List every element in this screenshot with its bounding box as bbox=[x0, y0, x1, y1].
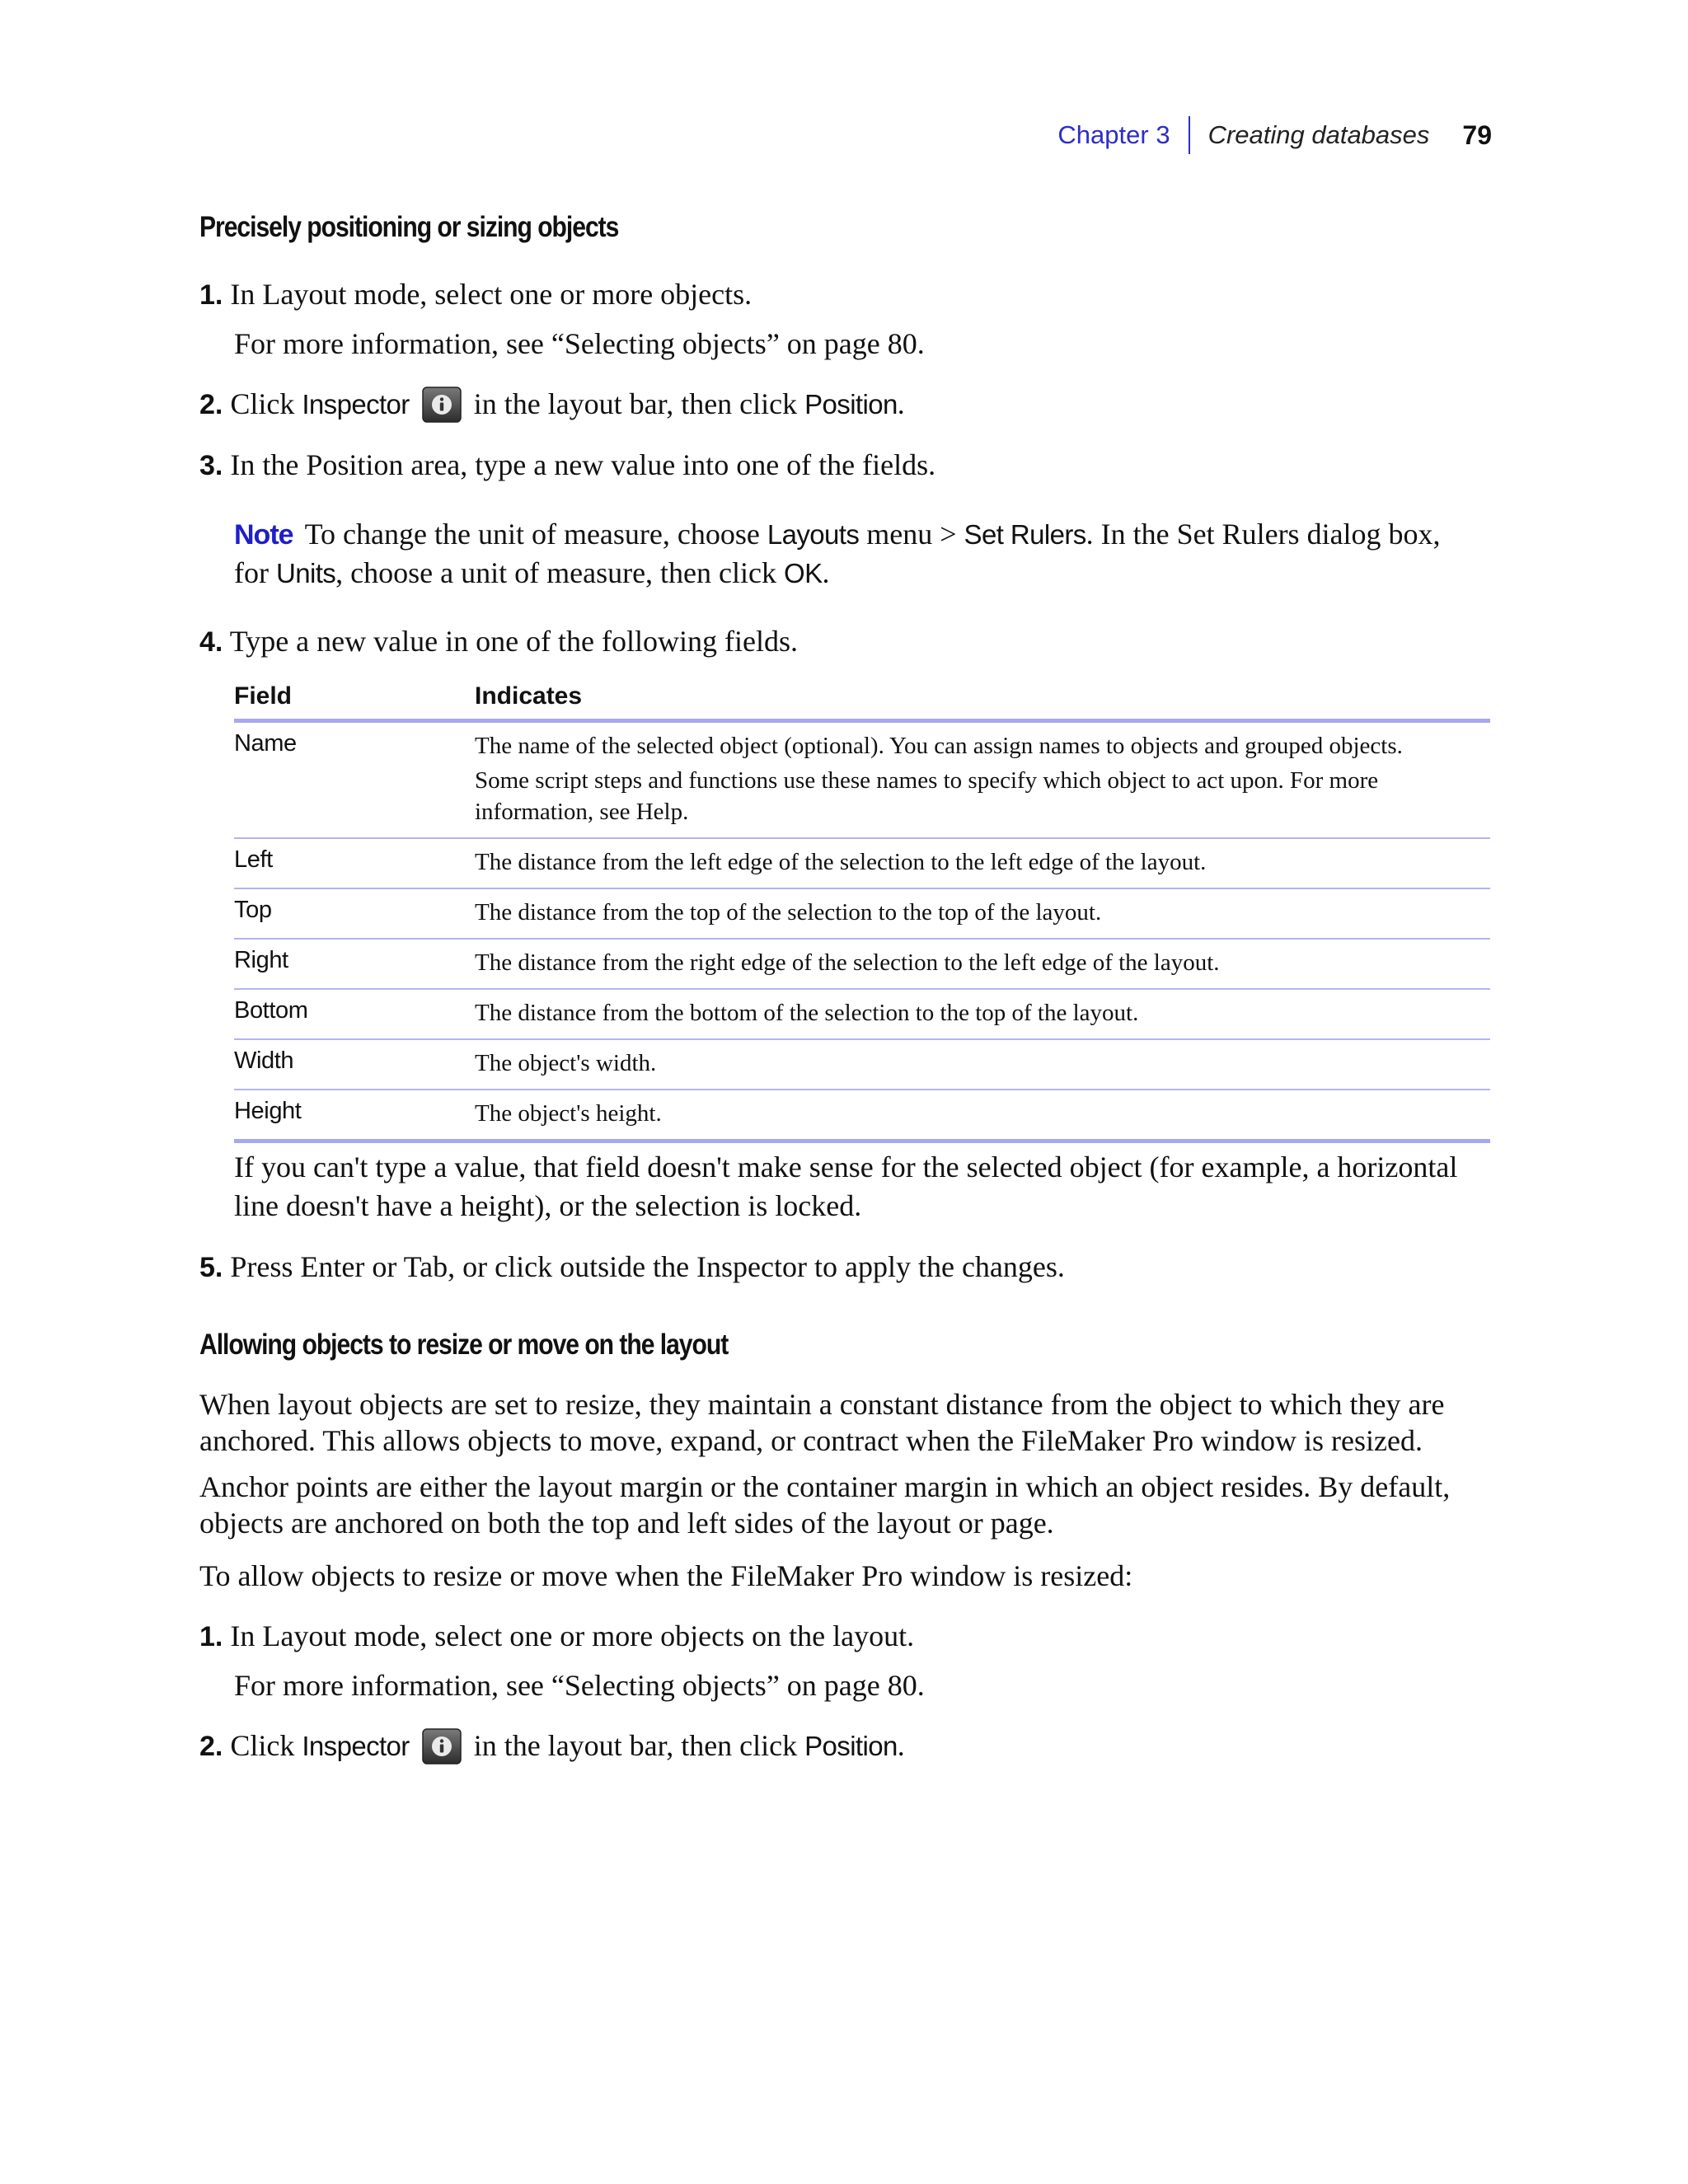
field-name: Top bbox=[234, 888, 475, 939]
note-text: . bbox=[822, 556, 830, 589]
step-number: 1. bbox=[199, 279, 223, 311]
note bbox=[234, 515, 1495, 593]
note-text: . In the Set Rulers dialog box, bbox=[1085, 518, 1441, 551]
description-line: The name of the selected object (optional). You can assign names to objects and grouped objects. bbox=[475, 733, 1403, 759]
step-4 bbox=[199, 623, 798, 660]
step-number: 4. bbox=[199, 626, 223, 658]
step-number: 2. bbox=[199, 389, 223, 420]
field-name: Left bbox=[234, 838, 475, 888]
field-description: The object's width. bbox=[475, 1039, 1490, 1090]
inspector-ui-label: Inspector bbox=[302, 1731, 410, 1761]
layouts-menu-label: Layouts bbox=[767, 519, 860, 550]
step-text: in the layout bar, then click bbox=[466, 387, 805, 420]
step-text: Type a new value in one of the following fields. bbox=[229, 625, 799, 658]
note-text: menu > bbox=[859, 518, 964, 551]
field-name: Height bbox=[234, 1090, 475, 1141]
step-1-detail: For more information, see “Selecting objects” on page 80. bbox=[234, 327, 925, 360]
table-row bbox=[234, 1090, 1490, 1141]
step-number: 5. bbox=[199, 1252, 223, 1283]
table-row bbox=[234, 939, 1490, 989]
step-1 bbox=[199, 276, 752, 313]
step-1 bbox=[199, 1618, 914, 1655]
step-text: In the Position area, type a new value into one of the fields. bbox=[230, 448, 936, 481]
section-heading-anchoring: Allowing objects to resize or move on the layout bbox=[199, 1329, 729, 1361]
punctuation: . bbox=[897, 1729, 905, 1762]
ok-label: OK bbox=[784, 558, 823, 588]
table-header-row bbox=[234, 679, 1490, 721]
table-row bbox=[234, 1039, 1490, 1090]
step-3 bbox=[199, 447, 935, 484]
step-number: 2. bbox=[199, 1731, 223, 1762]
note-text: To change the unit of measure, choose bbox=[304, 518, 767, 551]
step-2 bbox=[199, 1727, 905, 1769]
units-label: Units bbox=[275, 558, 336, 588]
position-ui-label: Position bbox=[804, 389, 898, 419]
field-description: The distance from the top of the selection to the top of the layout. bbox=[475, 888, 1490, 939]
page-number: 79 bbox=[1462, 120, 1492, 150]
step-5 bbox=[199, 1249, 1065, 1286]
step-2 bbox=[199, 386, 905, 428]
info-icon bbox=[422, 1728, 462, 1765]
step-number: 3. bbox=[199, 450, 223, 481]
header-divider bbox=[1189, 116, 1190, 154]
step-1-detail: For more information, see “Selecting objects” on page 80. bbox=[234, 1669, 925, 1702]
paragraph: To allow objects to resize or move when the FileMaker Pro window is resized: bbox=[199, 1559, 1133, 1592]
section-heading-positioning: Precisely positioning or sizing objects bbox=[199, 211, 619, 243]
step-text: Press Enter or Tab, or click outside the Inspector to apply the changes. bbox=[230, 1250, 1065, 1283]
table-footnote: If you can't type a value, that field doesn't make sense for the selected object (for example, a horizontal line doesn't have a height), or the selection is locked. bbox=[234, 1151, 1458, 1222]
info-icon bbox=[422, 387, 462, 423]
field-name: Width bbox=[234, 1039, 475, 1090]
field-description: The distance from the bottom of the selection to the top of the layout. bbox=[475, 989, 1490, 1039]
step-text: In Layout mode, select one or more objects. bbox=[230, 278, 753, 311]
column-header-indicates: Indicates bbox=[475, 679, 1490, 721]
step-number: 1. bbox=[199, 1621, 223, 1652]
field-description: The distance from the right edge of the selection to the left edge of the layout. bbox=[475, 939, 1490, 989]
field-description: The distance from the left edge of the selection to the left edge of the layout. bbox=[475, 838, 1490, 888]
column-header-field: Field bbox=[234, 679, 475, 721]
note-text: , choose a unit of measure, then click bbox=[335, 556, 784, 589]
description-line: Some script steps and functions use these names to specify which object to act upon. For more information, see Help. bbox=[475, 767, 1379, 825]
paragraph: Anchor points are either the layout margin or the container margin in which an object resides. By default, objects are anchored on both the top and left sides of the layout or page. bbox=[199, 1470, 1451, 1540]
table-row bbox=[234, 838, 1490, 888]
step-text: Click bbox=[230, 387, 302, 420]
position-fields-table bbox=[234, 679, 1490, 1143]
step-text: Click bbox=[230, 1729, 302, 1762]
paragraph: When layout objects are set to resize, they maintain a constant distance from the object to which they are anchored. This allows objects to move, expand, or contract when the FileMaker Pro window is resized. bbox=[199, 1388, 1445, 1457]
field-description: The object's height. bbox=[475, 1090, 1490, 1141]
table-row bbox=[234, 989, 1490, 1039]
position-ui-label: Position bbox=[804, 1731, 898, 1761]
chapter-label: Chapter 3 bbox=[1057, 120, 1170, 149]
step-text: in the layout bar, then click bbox=[466, 1729, 805, 1762]
set-rulers-label: Set Rulers bbox=[964, 519, 1086, 550]
chapter-title: Creating databases bbox=[1207, 120, 1430, 149]
table-row bbox=[234, 721, 1490, 839]
table-row bbox=[234, 888, 1490, 939]
step-text: In Layout mode, select one or more objects on the layout. bbox=[230, 1619, 915, 1652]
field-name: Name bbox=[234, 721, 475, 839]
running-header bbox=[1057, 112, 1492, 158]
inspector-ui-label: Inspector bbox=[302, 389, 410, 419]
field-description bbox=[475, 721, 1490, 839]
field-name: Bottom bbox=[234, 989, 475, 1039]
field-name: Right bbox=[234, 939, 475, 989]
punctuation: . bbox=[897, 387, 905, 420]
note-text: for bbox=[234, 556, 276, 589]
note-label: Note bbox=[234, 519, 293, 551]
